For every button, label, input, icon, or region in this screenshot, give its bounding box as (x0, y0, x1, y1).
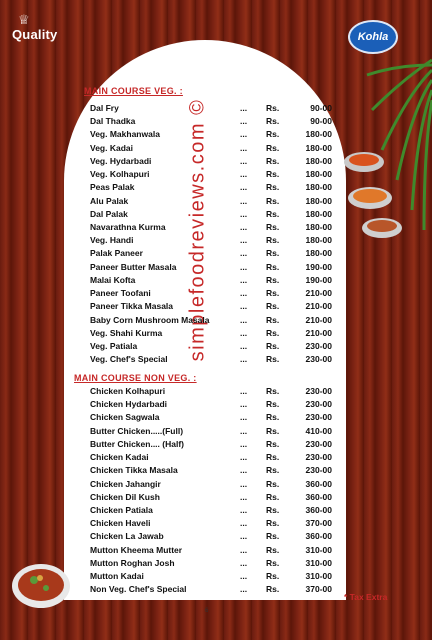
item-price: 370-00 (305, 518, 332, 529)
item-name: Chicken Hydarbadi (90, 399, 167, 410)
logo-text: Kohla (357, 31, 389, 43)
watermark-text: simplefoodreviews.com © (186, 98, 209, 362)
item-name: Peas Palak (90, 182, 135, 193)
menu-item-row (90, 570, 332, 583)
veg-section-title: MAIN COURSE VEG. : (84, 86, 183, 96)
item-dots: ... (240, 142, 248, 153)
item-currency: Rs. (266, 438, 280, 449)
item-dots: ... (240, 399, 248, 410)
menu-item-row (90, 491, 332, 504)
item-name: Chicken Kolhapuri (90, 386, 166, 396)
item-name: Veg. Kolhapuri (90, 169, 150, 180)
menu-item-row (90, 115, 332, 128)
item-price: 230-00 (305, 438, 332, 449)
item-dots: ... (240, 221, 248, 232)
item-currency: Rs. (266, 182, 280, 193)
item-name: Palak Paneer (90, 248, 143, 259)
item-dots: ... (240, 182, 248, 193)
item-price: 180-00 (305, 182, 332, 193)
item-dots: ... (240, 129, 248, 140)
menu-item-row (90, 102, 332, 115)
item-name: Mutton Kheema Mutter (90, 544, 183, 555)
item-price: 230-00 (305, 340, 332, 351)
item-price: 230-00 (305, 399, 332, 410)
item-dots: ... (240, 478, 248, 489)
menu-item-row (90, 300, 332, 313)
item-name: Chicken Patiala (90, 504, 153, 515)
item-price: 210-00 (305, 327, 332, 338)
item-price: 310-00 (305, 544, 332, 555)
item-currency: Rs. (266, 386, 280, 396)
item-price: 210-00 (305, 288, 332, 299)
item-name: Alu Palak (90, 195, 129, 206)
item-name: Chicken Tikka Masala (90, 465, 178, 476)
item-price: 310-00 (305, 571, 332, 582)
item-dots: ... (240, 584, 248, 595)
item-name: Butter Chicken.... (Half) (90, 438, 184, 449)
menu-item-row (90, 425, 332, 438)
item-currency: Rs. (266, 261, 280, 272)
item-price: 180-00 (305, 248, 332, 259)
item-price: 360-00 (305, 478, 332, 489)
item-name: Chicken La Jawab (90, 531, 164, 542)
item-price: 370-00 (305, 584, 332, 595)
menu-item-row (90, 464, 332, 477)
menu-item-row (90, 557, 332, 570)
item-currency: Rs. (266, 288, 280, 299)
item-currency: Rs. (266, 235, 280, 246)
item-name: Baby Corn Mushroom Masala (90, 314, 210, 325)
item-dots: ... (240, 169, 248, 180)
menu-item-row (90, 195, 332, 208)
item-dots: ... (240, 491, 248, 502)
item-price: 180-00 (305, 169, 332, 180)
item-dots: ... (240, 327, 248, 338)
item-dots: ... (240, 531, 248, 542)
item-currency: Rs. (266, 425, 280, 436)
item-name: Dal Palak (90, 208, 128, 219)
menu-item-row (90, 451, 332, 464)
item-price: 190-00 (305, 261, 332, 272)
item-currency: Rs. (266, 208, 280, 219)
item-price: 230-00 (305, 354, 332, 365)
menu-item-row (90, 398, 332, 411)
menu-item-row (90, 530, 332, 543)
menu-item-row (90, 411, 332, 424)
item-dots: ... (240, 288, 248, 299)
page-number: 6 (205, 608, 209, 614)
item-currency: Rs. (266, 221, 280, 232)
menu-item-row (90, 478, 332, 491)
item-price: 90-00 (310, 116, 332, 127)
item-dots: ... (240, 386, 248, 396)
menu-item-row (90, 353, 332, 366)
item-name: Veg. Handi (90, 235, 134, 246)
menu-item-row (90, 517, 332, 530)
item-price: 230-00 (305, 386, 332, 396)
item-name: Veg. Hydarbadi (90, 155, 152, 166)
item-name: Non Veg. Chef's Special (90, 584, 187, 595)
item-dots: ... (240, 354, 248, 365)
item-name: Chicken Dil Kush (90, 491, 160, 502)
item-currency: Rs. (266, 465, 280, 476)
veg-menu-list (90, 102, 332, 366)
item-price: 410-00 (305, 425, 332, 436)
item-dots: ... (240, 314, 248, 325)
menu-item-row (90, 314, 332, 327)
item-currency: Rs. (266, 169, 280, 180)
item-name: Butter Chicken.....(Full) (90, 425, 184, 436)
item-name: Mutton Kadai (90, 571, 144, 582)
item-currency: Rs. (266, 478, 280, 489)
item-price: 210-00 (305, 301, 332, 312)
item-currency: Rs. (266, 155, 280, 166)
item-currency: Rs. (266, 571, 280, 582)
item-price: 190-00 (305, 274, 332, 285)
item-dots: ... (240, 425, 248, 436)
curry-bowls-image (342, 140, 432, 250)
item-currency: Rs. (266, 103, 280, 113)
item-name: Dal Thadka (90, 116, 136, 127)
item-currency: Rs. (266, 452, 280, 463)
item-name: Dal Fry (90, 103, 119, 113)
item-currency: Rs. (266, 557, 280, 568)
menu-item-row (90, 340, 332, 353)
item-currency: Rs. (266, 518, 280, 529)
item-currency: Rs. (266, 116, 280, 127)
item-dots: ... (240, 571, 248, 582)
item-currency: Rs. (266, 314, 280, 325)
menu-item-row (90, 287, 332, 300)
item-name: Veg. Chef's Special (90, 354, 168, 365)
item-currency: Rs. (266, 327, 280, 338)
menu-item-row (90, 247, 332, 260)
menu-item-row (90, 168, 332, 181)
item-name: Veg. Patiala (90, 340, 138, 351)
brand-name: Quality (12, 27, 58, 42)
item-price: 90-00 (310, 103, 332, 113)
item-dots: ... (240, 274, 248, 285)
chicken-dish-image (10, 558, 72, 610)
item-dots: ... (240, 557, 248, 568)
item-dots: ... (240, 261, 248, 272)
item-dots: ... (240, 235, 248, 246)
menu-item-row (90, 438, 332, 451)
item-currency: Rs. (266, 340, 280, 351)
item-name: Veg. Kadai (90, 142, 133, 153)
item-dots: ... (240, 504, 248, 515)
menu-item-row (90, 234, 332, 247)
menu-item-row (90, 583, 332, 596)
item-currency: Rs. (266, 274, 280, 285)
item-price: 180-00 (305, 221, 332, 232)
item-dots: ... (240, 544, 248, 555)
item-price: 360-00 (305, 504, 332, 515)
item-currency: Rs. (266, 129, 280, 140)
menu-item-row (90, 208, 332, 221)
item-currency: Rs. (266, 248, 280, 259)
item-currency: Rs. (266, 142, 280, 153)
item-price: 180-00 (305, 129, 332, 140)
item-price: 180-00 (305, 208, 332, 219)
item-price: 230-00 (305, 412, 332, 423)
item-name: Paneer Butter Masala (90, 261, 177, 272)
menu-item-row (90, 261, 332, 274)
item-name: Chicken Sagwala (90, 412, 160, 423)
item-dots: ... (240, 465, 248, 476)
item-currency: Rs. (266, 531, 280, 542)
menu-item-row (90, 504, 332, 517)
item-currency: Rs. (266, 301, 280, 312)
item-dots: ... (240, 518, 248, 529)
item-currency: Rs. (266, 354, 280, 365)
menu-item-row (90, 544, 332, 557)
item-name: Chicken Haveli (90, 518, 151, 529)
menu-item-row (90, 274, 332, 287)
item-dots: ... (240, 452, 248, 463)
item-price: 230-00 (305, 452, 332, 463)
item-currency: Rs. (266, 584, 280, 595)
item-currency: Rs. (266, 399, 280, 410)
menu-item-row (90, 142, 332, 155)
item-price: 360-00 (305, 491, 332, 502)
item-price: 180-00 (305, 195, 332, 206)
item-price: 210-00 (305, 314, 332, 325)
nonveg-section-title: MAIN COURSE NON VEG. : (74, 373, 197, 383)
item-price: 230-00 (305, 465, 332, 476)
menu-item-row (90, 181, 332, 194)
item-name: Paneer Toofani (90, 288, 151, 299)
item-dots: ... (240, 155, 248, 166)
item-name: Malai Kofta (90, 274, 136, 285)
crown-icon: ♕ (18, 12, 30, 27)
item-currency: Rs. (266, 504, 280, 515)
item-price: 360-00 (305, 531, 332, 542)
item-dots: ... (240, 208, 248, 219)
item-price: 180-00 (305, 235, 332, 246)
item-name: Paneer Tikka Masala (90, 301, 174, 312)
menu-item-row (90, 221, 332, 234)
item-dots: ... (240, 438, 248, 449)
item-currency: Rs. (266, 491, 280, 502)
item-currency: Rs. (266, 195, 280, 206)
item-name: Chicken Kadai (90, 452, 149, 463)
menu-item-row (90, 155, 332, 168)
item-dots: ... (240, 340, 248, 351)
item-price: 180-00 (305, 142, 332, 153)
item-price: 180-00 (305, 155, 332, 166)
menu-item-row (90, 327, 332, 340)
brand (12, 14, 57, 44)
item-name: Veg. Shahi Kurma (90, 327, 163, 338)
menu-item-row (90, 385, 332, 398)
item-dots: ... (240, 248, 248, 259)
tax-note: * Tax Extra (344, 592, 388, 602)
item-price: 310-00 (305, 557, 332, 568)
item-name: Veg. Makhanwala (90, 129, 160, 140)
item-dots: ... (240, 412, 248, 423)
nonveg-menu-list (90, 385, 332, 597)
item-name: Navarathna Kurma (90, 221, 166, 232)
item-name: Chicken Jahangir (90, 478, 161, 489)
menu-item-row (90, 128, 332, 141)
item-dots: ... (240, 195, 248, 206)
item-dots: ... (240, 301, 248, 312)
item-dots: ... (240, 103, 248, 113)
item-currency: Rs. (266, 412, 280, 423)
item-dots: ... (240, 116, 248, 127)
item-currency: Rs. (266, 544, 280, 555)
item-name: Mutton Roghan Josh (90, 557, 175, 568)
